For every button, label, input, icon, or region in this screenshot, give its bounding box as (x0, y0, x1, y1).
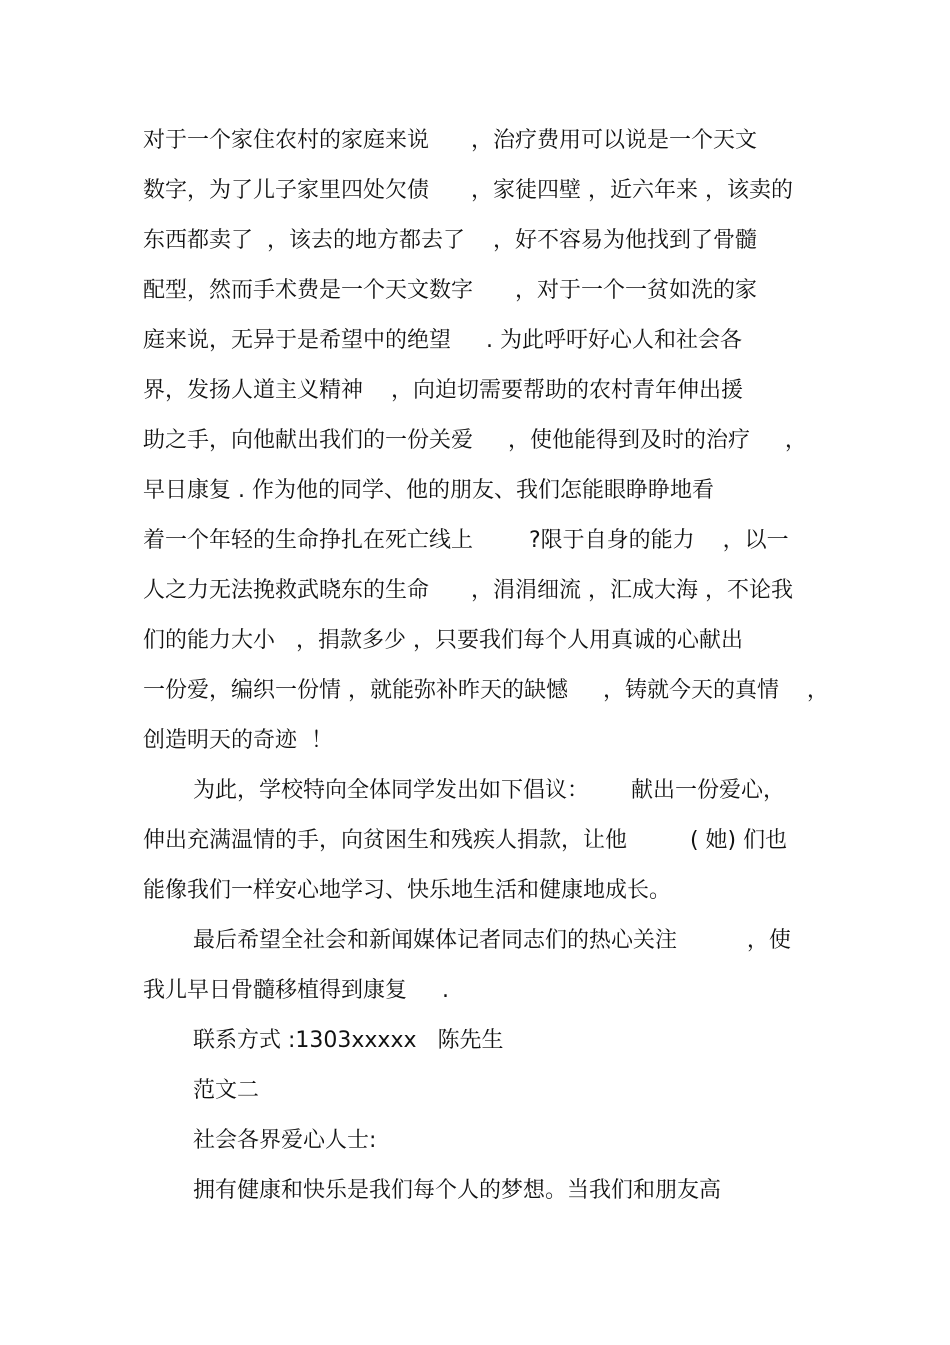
body-line: 数字，为了儿子家里四处欠债 ，家徒四壁 ，近六年来 ，该卖的 (143, 178, 793, 203)
body-line: 助之手，向他献出我们的一份关爱 ，使他能得到及时的治疗 ， (143, 428, 807, 453)
body-line: 早日康复 . 作为他的同学、他的朋友、我们怎能眼睁睁地看 (143, 478, 714, 503)
body-line: 配型，然而手术费是一个天文数字 ，对于一个一贫如洗的家 (143, 278, 757, 303)
body-line: 创造明天的奇迹 ！ (143, 728, 333, 753)
body-line: 着一个年轻的生命挣扎在死亡线上 ?限于自身的能力 ，以一 (143, 528, 789, 553)
body-line: 们的能力大小 ，捐款多少 ，只要我们每个人用真诚的心献出 (143, 628, 743, 653)
body-line: 能像我们一样安心地学习、快乐地生活和健康地成长。 (143, 878, 672, 903)
contact-line: 联系方式 :1303xxxxx 陈先生 (193, 1028, 504, 1053)
body-line: 伸出充满温情的手，向贫困生和残疾人捐款，让他 ( 她) 们也 (143, 828, 788, 853)
paragraph-start-line: 拥有健康和快乐是我们每个人的梦想。当我们和朋友高 (193, 1178, 722, 1203)
body-line: 庭来说，无异于是希望中的绝望 . 为此呼吁好心人和社会各 (143, 328, 742, 353)
body-line: 一份爱，编织一份情 ，就能弥补昨天的缺憾 ，铸就今天的真情 ， (143, 678, 829, 703)
section-heading: 范文二 (193, 1078, 260, 1103)
body-line: 对于一个家住农村的家庭来说 ，治疗费用可以说是一个天文 (143, 128, 757, 153)
body-line: 界，发扬人道主义精神 ，向迫切需要帮助的农村青年伸出援 (143, 378, 743, 403)
body-line: 我儿早日骨髓移植得到康复 . (143, 978, 449, 1003)
salutation-line: 社会各界爱心人士: (193, 1128, 377, 1153)
paragraph-start-line: 为此，学校特向全体同学发出如下倡议： 献出一份爱心， (193, 778, 785, 803)
paragraph-start-line: 最后希望全社会和新闻媒体记者同志们的热心关注 ，使 (193, 928, 791, 953)
body-line: 人之力无法挽救武晓东的生命 ，涓涓细流 ，汇成大海 ，不论我 (143, 578, 793, 603)
body-line: 东西都卖了 ，该去的地方都去了 ，好不容易为他找到了骨髓 (143, 228, 757, 253)
